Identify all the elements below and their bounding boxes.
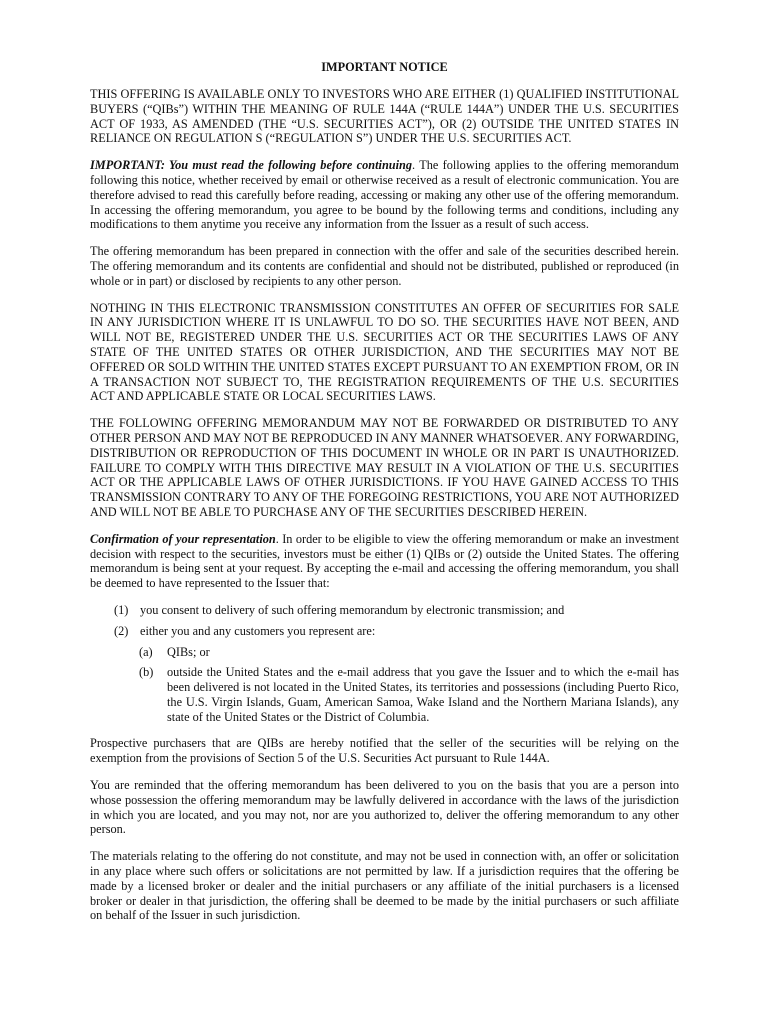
confirmation-paragraph: [90, 532, 679, 591]
list-item-text: outside the United States and the e-mail address that you gave the Issuer and to which the e-mail has been delivered is not located in the United States, its territories and possessions (including Puerto Rico, the U.S. Virgin Islands, Guam, American Samoa, Wake Island and the Northern Mariana Islands), any state of the United States or the District of Columbia.: [167, 665, 679, 724]
list-item: [90, 624, 679, 639]
qualification-paragraph: THIS OFFERING IS AVAILABLE ONLY TO INVESTORS WHO ARE EITHER (1) QUALIFIED INSTITUTIONAL BUYERS (“QIBs”) WITHIN THE MEANING OF RULE 144A (“RULE 144A”) UNDER THE U.S. SECURITIES ACT OF 1933, AS AMENDED (THE “U.S. SECURITIES ACT”), OR (2) OUTSIDE THE UNITED STATES IN RELIANCE ON REGULATION S (“REGULATION S”) UNDER THE U.S. SECURITIES ACT.: [90, 87, 679, 146]
confirmation-lead: Confirmation of your representation: [90, 531, 276, 546]
important-text: . The following applies to the offering memorandum following this notice, whether received by email or otherwise received as a result of electronic communication. You are therefore advised to read this carefully before reading, accessing or making any other use of the offering memorandum. In accessing the offering memorandum, you agree to be bound by the following terms and conditions, including any modifications to them anytime you receive any information from the Issuer as a result of such access.: [90, 158, 679, 232]
sub-list-item: [90, 645, 679, 660]
confirmation-text: . In order to be eligible to view the offering memorandum or make an investment decision with respect to the securities, investors must be either (1) QIBs or (2) outside the United States. The offering memorandum is being sent at your request. By accepting the e-mail and accessing the offering memorandum, you shall be deemed to have represented to the Issuer that:: [90, 531, 679, 591]
list-marker: (a): [139, 644, 153, 659]
confidentiality-paragraph: The offering memorandum has been prepared in connection with the offer and sale of the securities described herein. The offering memorandum and its contents are confidential and should not be distributed, published or reproduced (in whole or in part) or disclosed by recipients to any other person.: [90, 244, 679, 288]
no-forwarding-paragraph: THE FOLLOWING OFFERING MEMORANDUM MAY NOT BE FORWARDED OR DISTRIBUTED TO ANY OTHER PERSON AND MAY NOT BE REPRODUCED IN ANY MANNER WHATSOEVER. ANY FORWARDING, DISTRIBUTION OR REPRODUCTION OF THIS DOCUMENT IN WHOLE OR IN PART IS UNAUTHORIZED. FAILURE TO COMPLY WITH THIS DIRECTIVE MAY RESULT IN A VIOLATION OF THE U.S. SECURITIES ACT OR THE APPLICABLE LAWS OF OTHER JURISDICTIONS. IF YOU HAVE GAINED ACCESS TO THIS TRANSMISSION CONTRARY TO ANY OF THE FOREGOING RESTRICTIONS, YOU ARE NOT AUTHORIZED AND WILL NOT BE ABLE TO PURCHASE ANY OF THE SECURITIES DESCRIBED HEREIN.: [90, 416, 679, 519]
jurisdiction-paragraph: The materials relating to the offering do not constitute, and may not be used in connection with, an offer or solicitation in any place where such offers or solicitations are not permitted by law. If a jurisdiction requires that the offering be made by a licensed broker or dealer and the initial purchasers or any affiliate of the initial purchasers is a licensed broker or dealer in that jurisdiction, the offering shall be deemed to be made by the initial purchasers or such affiliate on behalf of the Issuer in such jurisdiction.: [90, 849, 679, 923]
list-marker: (b): [139, 665, 154, 680]
list-marker: (1): [114, 602, 129, 617]
important-paragraph: [90, 158, 679, 232]
list-item: [90, 603, 679, 618]
notice-title: IMPORTANT NOTICE: [321, 60, 448, 74]
list-item-text: QIBs; or: [167, 644, 210, 659]
important-lead: IMPORTANT: You must read the following before continuing: [90, 158, 413, 173]
list-item-text: either you and any customers you represent are:: [140, 623, 376, 638]
list-item-text: you consent to delivery of such offering memorandum by electronic transmission; and: [140, 602, 565, 617]
rule-144a-paragraph: Prospective purchasers that are QIBs are hereby notified that the seller of the securities will be relying on the exemption from the provisions of Section 5 of the U.S. Securities Act pursuant to Rule 144A.: [90, 736, 679, 766]
delivery-paragraph: You are reminded that the offering memorandum has been delivered to you on the basis that you are a person into whose possession the offering memorandum may be lawfully delivered in accordance with the laws of the jurisdiction in which you are located, and you may not, nor are you authorized to, deliver the offering memorandum to any other person.: [90, 778, 679, 837]
sub-list-item: [90, 665, 679, 724]
list-marker: (2): [114, 623, 129, 638]
document-page: [90, 60, 679, 935]
representation-list: [90, 603, 679, 725]
no-offer-paragraph: NOTHING IN THIS ELECTRONIC TRANSMISSION CONSTITUTES AN OFFER OF SECURITIES FOR SALE IN ANY JURISDICTION WHERE IT IS UNLAWFUL TO DO SO. THE SECURITIES HAVE NOT BEEN, AND WILL NOT BE, REGISTERED UNDER THE U.S. SECURITIES ACT OR THE SECURITIES LAWS OF ANY STATE OF THE UNITED STATES OR OTHER JURISDICTION, AND THE SECURITIES MAY NOT BE OFFERED OR SOLD WITHIN THE UNITED STATES EXCEPT PURSUANT TO AN EXEMPTION FROM, OR IN A TRANSACTION NOT SUBJECT TO, THE REGISTRATION REQUIREMENTS OF THE U.S. SECURITIES ACT AND APPLICABLE STATE OR LOCAL SECURITIES LAWS.: [90, 300, 679, 404]
